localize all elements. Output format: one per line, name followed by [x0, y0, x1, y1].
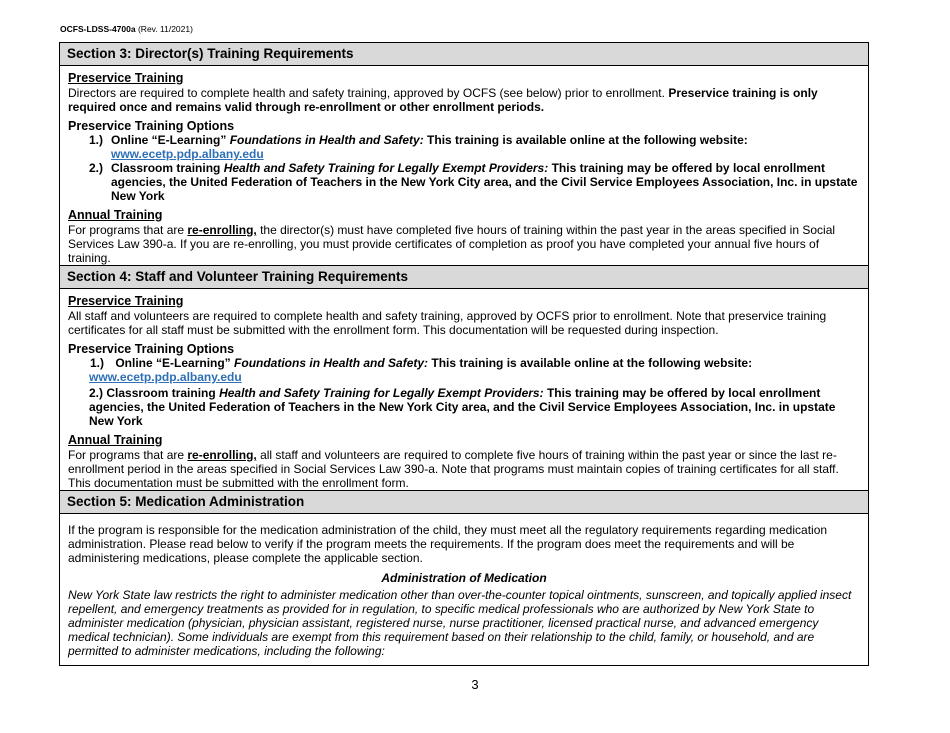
s5-sub-heading: Administration of Medication — [381, 571, 547, 585]
page-number: 3 — [471, 677, 479, 692]
s3-options-heading: Preservice Training Options — [68, 119, 235, 133]
s3-option-2: 2.) Classroom training Health and Safety Training for Legally Exempt Providers: This training may be offered by local enrollment agencies, the United Federation of Teachers in the New York City area, and the Civil Service Employees Association, Inc. in upstate New York — [89, 161, 858, 203]
s3-annual-text: For programs that are re-enrolling, the director(s) must have completed five hours of training within the past year in the areas specified in Social Services Law 390-a. If you are re-enrolling, you must provide certificates of completion as proof you have completed your annual five hours of training. — [68, 223, 836, 265]
section-3-body — [60, 71, 868, 265]
s5-intro: If the program is responsible for the medication administration of the child, they must meet all the regulatory requirements regarding medication administration. Please read below to verify if the program meets the requirements. If the program does meet the requirements and will be administering medications, please complete the applicable section. — [68, 523, 828, 565]
document-frame — [59, 42, 869, 666]
section-4-header: Section 4: Staff and Volunteer Training Requirements — [60, 265, 868, 289]
s4-annual-text: For programs that are re-enrolling, all staff and volunteers are required to complete five hours of training within the past year or since the last re-enrollment period in the areas specified in Social Services Law 390-a. Note that programs must maintain copies of training certificates for all staff. This documentation must be submitted with the enrollment form. — [68, 448, 839, 490]
s3-option-1: 1.) Online “E-Learning” Foundations in Health and Safety: This training is available online at the following website: www.ecetp.pdp.albany.edu — [89, 133, 748, 161]
s4-options-heading: Preservice Training Options — [68, 342, 235, 356]
s5-italic-text: New York State law restricts the right to administer medication other than over-the-counter topical ointments, sunscreen, and topically applied insect repellent, and emergency treatments as provided for in regulation, to specific medical professionals who are authorized by New York State to administer medication (physician, physician assistant, registered nurse, nurse practitioner, licensed practical nurse, and advanced emergency medical technician). Some individuals are exempt from this requirement based on their relationship to the child, family, or household, and are permitted to administer medications, including the following: — [68, 588, 852, 658]
s3-preservice-heading: Preservice Training — [68, 71, 184, 85]
section-3-header: Section 3: Director(s) Training Requirements — [60, 43, 868, 66]
s3-preservice-text: Directors are required to complete health and safety training, approved by OCFS (see below) prior to enrollment. Preservice training is only required once and remains valid through re-enrollment or other enrollment periods. — [68, 86, 818, 114]
section-4-body — [60, 294, 868, 490]
s4-annual-heading: Annual Training — [68, 433, 163, 447]
s4-option-2: 2.) Classroom training Health and Safety Training for Legally Exempt Providers: This training may be offered by local enrollment agencies, the United Federation of Teachers in the New York City area, and the Civil Service Employees Association, Inc. in upstate New York — [89, 386, 836, 428]
s3-elearning-link[interactable]: www.ecetp.pdp.albany.edu — [111, 147, 264, 161]
s4-option-1: 1.) Online “E-Learning” Foundations in Health and Safety: This training is available online at the following website: — [90, 356, 753, 370]
s4-preservice-text: All staff and volunteers are required to complete health and safety training, approved by OCFS prior to enrollment. Note that preservice training certificates for all staff must be submitted with the enrollment form. This documentation will be requested during inspection. — [68, 309, 827, 337]
form-id: OCFS-LDSS-4700a (Rev. 11/2021) — [60, 24, 193, 34]
section-5-header: Section 5: Medication Administration — [60, 490, 868, 514]
s4-elearning-link[interactable]: www.ecetp.pdp.albany.edu — [89, 370, 242, 384]
s3-annual-heading: Annual Training — [68, 208, 163, 222]
section-5-body — [60, 523, 868, 658]
s4-preservice-heading: Preservice Training — [68, 294, 184, 308]
